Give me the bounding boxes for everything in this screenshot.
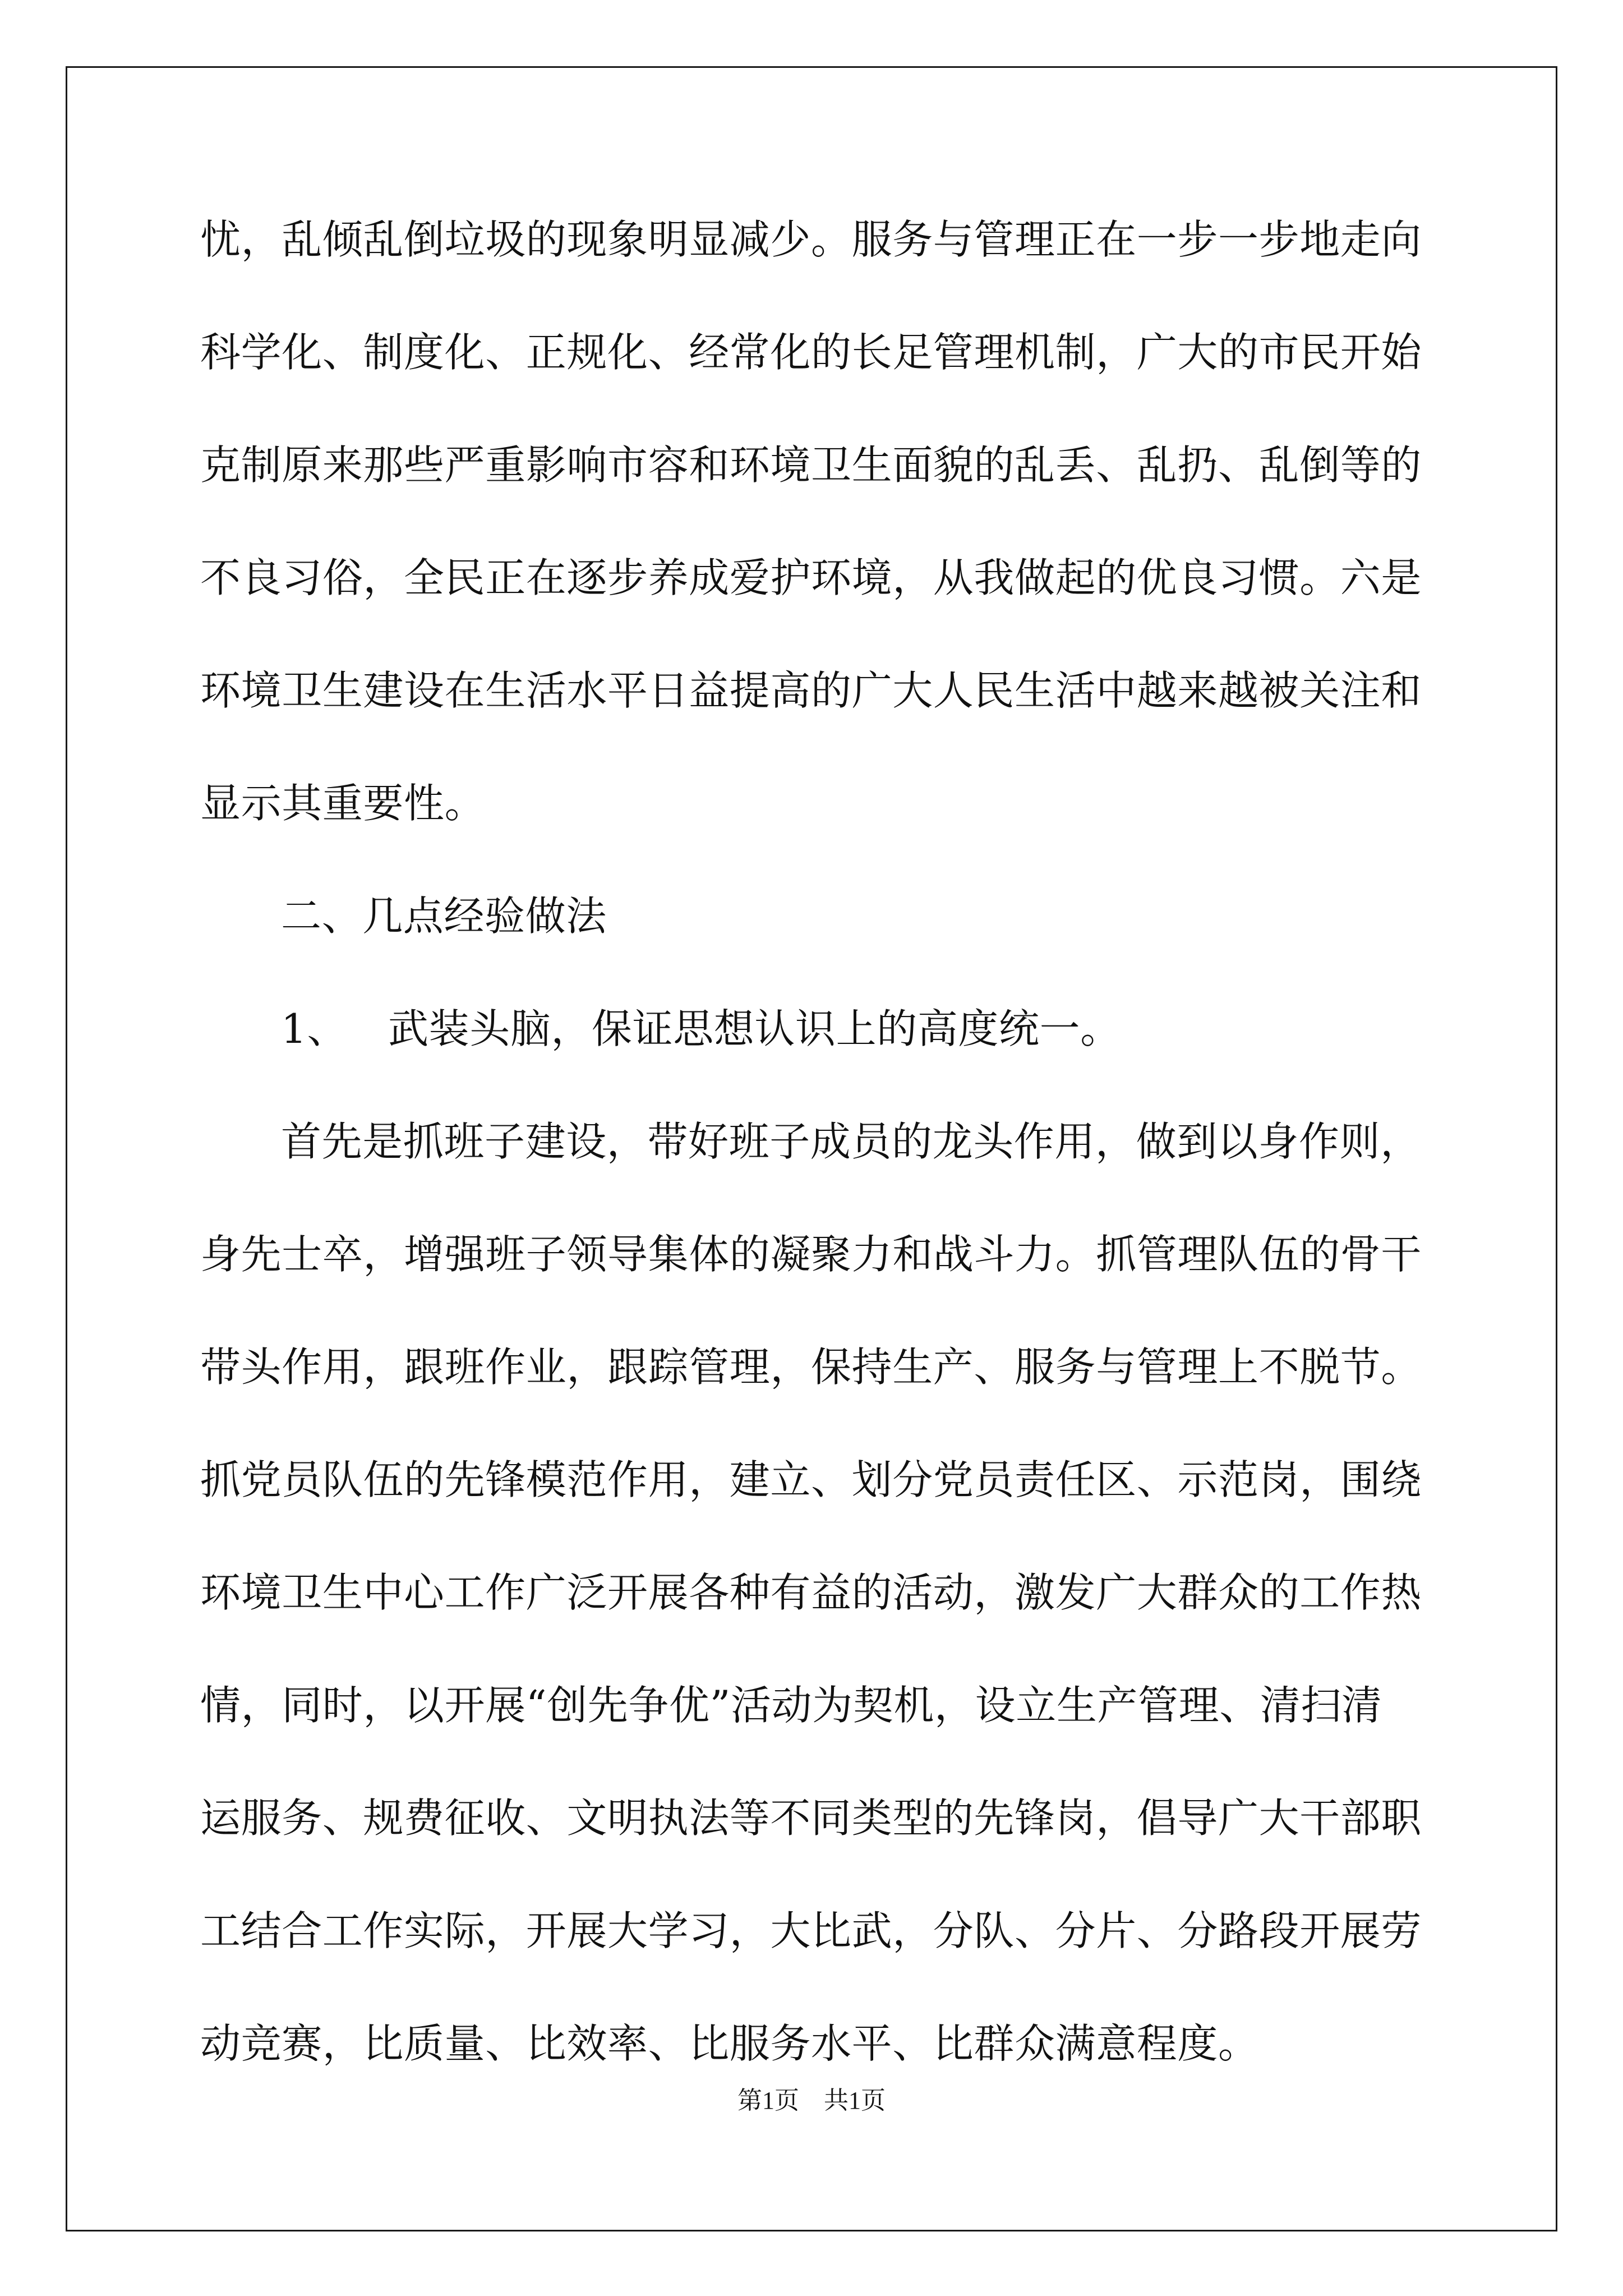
body-line: 科学化、制度化、正规化、经常化的长足管理机制，广大的市民开始 (200, 329, 1422, 376)
numbered-heading (281, 995, 1121, 1062)
numbered-heading-text: 武装头脑，保证思想认识上的高度统一。 (388, 1005, 1121, 1052)
body-line: 工结合工作实际，开展大学习，大比武，分队、分片、分路段开展劳 (200, 1907, 1422, 1954)
body-line: 动竞赛，比质量、比效率、比服务水平、比群众满意程度。 (200, 2020, 1259, 2067)
section-heading: 二、几点经验做法 (281, 892, 607, 940)
body-line: 带头作用，跟班作业，跟踪管理，保持生产、服务与管理上不脱节。 (200, 1343, 1422, 1391)
body-line: 情，同时，以开展“创先争优”活动为契机，设立生产管理、清扫清 (200, 1682, 1382, 1729)
body-line: 身先士卒，增强班子领导集体的凝聚力和战斗力。抓管理队伍的骨干 (200, 1231, 1422, 1278)
page-footer: 第1页 共1页 (737, 2087, 886, 2114)
body-line: 忧，乱倾乱倒垃圾的现象明显减少。服务与管理正在一步一步地走向 (200, 216, 1422, 263)
body-line: 环境卫生中心工作广泛开展各种有益的活动，激发广大群众的工作热 (200, 1569, 1422, 1616)
body-line: 运服务、规费征收、文明执法等不同类型的先锋岗，倡导广大干部职 (200, 1795, 1422, 1842)
list-number: 1、 (281, 1005, 348, 1052)
body-line: 克制原来那些严重影响市容和环境卫生面貌的乱丢、乱扔、乱倒等的 (200, 441, 1422, 489)
body-line: 抓党员队伍的先锋模范作用，建立、划分党员责任区、示范岗，围绕 (200, 1456, 1422, 1503)
body-line: 不良习俗，全民正在逐步养成爱护环境，从我做起的优良习惯。六是 (200, 554, 1422, 601)
body-line: 显示其重要性。 (200, 780, 486, 827)
body-line: 环境卫生建设在生活水平日益提高的广大人民生活中越来越被关注和 (200, 667, 1422, 714)
paragraph-first-line: 首先是抓班子建设，带好班子成员的龙头作用，做到以身作则， (281, 1118, 1421, 1165)
